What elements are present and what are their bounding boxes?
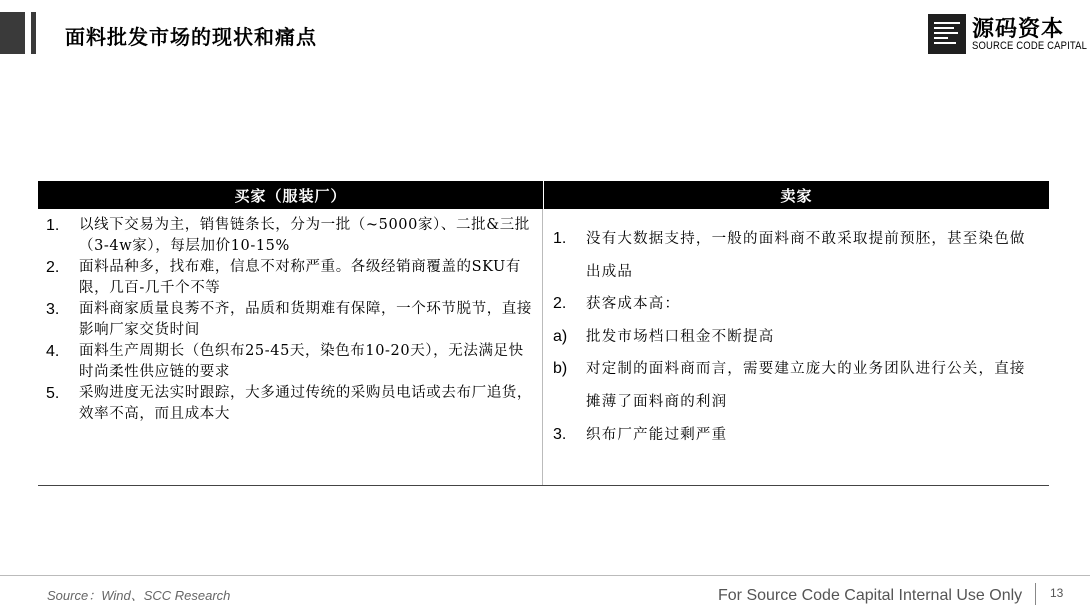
footer-separator	[1035, 583, 1036, 605]
source-note: Source：Wind、SCC Research	[47, 588, 231, 603]
item-number: 1.	[553, 230, 567, 247]
seller-item	[553, 223, 1040, 288]
item-text: 获客成本高：	[586, 296, 681, 313]
seller-column	[543, 209, 1048, 485]
item-number: b)	[553, 360, 568, 378]
table-body	[38, 209, 1049, 486]
item-text: 织布厂产能过剩严重	[586, 426, 728, 443]
item-text: 批发市场档口租金不断提高	[586, 328, 775, 345]
item-text: 面料商家质量良莠不齐，品质和货期难有保障，一个环节脱节，直接影响厂家交货时间	[79, 301, 532, 338]
item-text: 面料品种多，找布难，信息不对称严重。各级经销商覆盖的SKU有限，几百-几千个不等	[79, 259, 521, 296]
buyer-item	[46, 257, 534, 299]
item-number: 2.	[553, 295, 567, 313]
logo-mark-icon	[928, 14, 966, 54]
item-number: 4.	[46, 343, 60, 360]
item-text: 面料生产周期长（色织布25-45天，染色布10-20天），无法满足快时尚柔性供应链的要求	[79, 343, 524, 380]
buyer-item	[46, 215, 534, 257]
buyer-item	[46, 299, 534, 341]
comparison-table	[38, 181, 1049, 486]
item-number: 5.	[46, 385, 60, 402]
buyer-item	[46, 383, 534, 425]
item-text: 没有大数据支持，一般的面料商不敢采取提前预胚，甚至染色做出成品	[586, 231, 1026, 280]
internal-use-note: For Source Code Capital Internal Use Only	[718, 587, 1023, 604]
item-number: 1.	[46, 217, 60, 234]
title-accent-bar	[0, 12, 25, 54]
page-title: 面料批发市场的现状和痛点	[65, 25, 317, 49]
item-text: 对定制的面料商而言，需要建立庞大的业务团队进行公关，直接摊薄了面料商的利润	[586, 361, 1026, 410]
table-header-row	[38, 181, 1049, 209]
seller-item	[553, 353, 1040, 418]
item-text: 采购进度无法实时跟踪，大多通过传统的采购员电话或去布厂追货，效率不高，而且成本大	[79, 385, 532, 422]
seller-column-header: 卖家	[780, 186, 813, 205]
item-number: 3.	[553, 425, 567, 443]
buyer-column	[38, 209, 543, 485]
item-number: a)	[553, 327, 568, 345]
seller-item	[553, 419, 1040, 452]
page-number: 13	[1050, 586, 1064, 600]
title-accent-line	[31, 12, 36, 54]
logo-english-text: SOURCE CODE CAPITAL	[972, 40, 1088, 52]
buyer-item	[46, 341, 534, 383]
company-logo	[928, 14, 1088, 56]
item-text: 以线下交易为主，销售链条长，分为一批（~5000家）、二批&三批（3-4w家），每层加价10-15%	[79, 217, 530, 254]
item-number: 2.	[46, 259, 60, 276]
footer-divider	[0, 575, 1090, 576]
buyer-column-header: 买家（服装厂）	[38, 181, 544, 209]
seller-item	[553, 321, 1040, 354]
item-number: 3.	[46, 301, 60, 318]
seller-item	[553, 288, 1040, 321]
logo-chinese-text: 源码资本	[972, 16, 1065, 42]
